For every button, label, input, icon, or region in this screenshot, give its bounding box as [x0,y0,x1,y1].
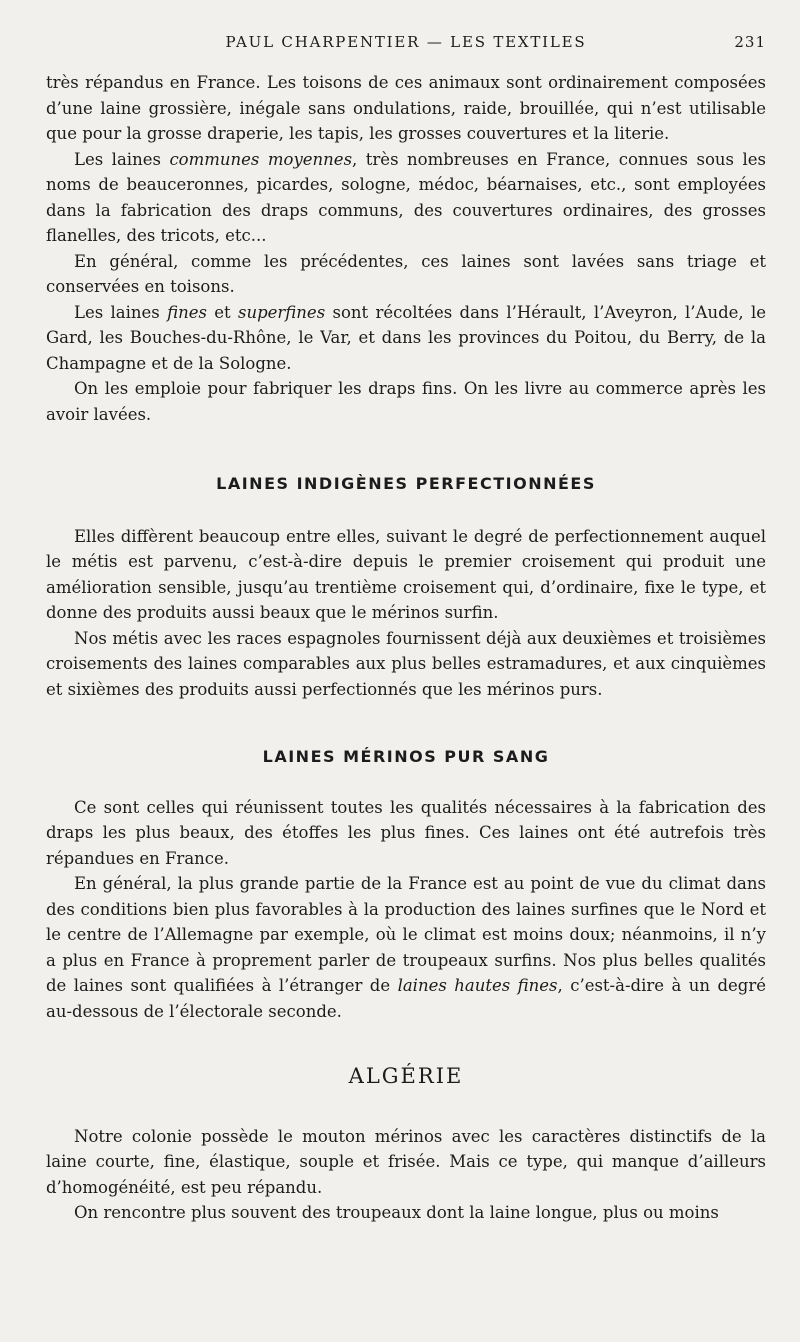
text-span: Les laines [74,302,168,322]
page-body [46,70,766,1226]
text-span: En général, la plus grande partie de la France est au point de vue du climat dans des conditions bien plus favorables à la production des laines surfines que le Nord et le centre de l’Allemagne par exemple, où le climat est moins doux; néanmoins, il n’y a plus en France à proprement parler de troupeaux surfins. Nos plus belles qualités de laines sont qualifiées à l’étranger de [46,874,766,995]
paragraph-4 [46,300,766,377]
italic-term: superfines [237,302,326,322]
paragraph-7: Nos métis avec les races espagnoles fournissent déjà aux deuxièmes et troisièmes croisements des laines comparables aux plus belles estramadures, et aux cinquièmes et sixièmes des produits aussi perfectionnés que les mérinos purs. [46,628,766,699]
paragraph-6: Elles diffèrent beaucoup entre elles, suivant le degré de perfectionnement auquel le métis est parvenu, c’est-à-dire depuis le premier croisement qui produit une amélioration sensible, jusqu’au trentième croisement qui, d’ordinaire, fixe le type, et donne des produits aussi beaux que le mérinos surfin. [46,526,766,622]
paragraph-11: On rencontre plus souvent des troupeaux dont la laine longue, plus ou moins [74,1203,719,1222]
paragraph-8: Ce sont celles qui réunissent toutes les qualités nécessaires à la fabrication des draps les plus beaux, des étoffes les plus fines. Ces laines ont été autrefois très répandues en France. [46,797,766,868]
running-head [46,33,766,55]
italic-term: laines hautes fines [397,976,558,995]
section-heading-indigenes: LAINES INDIGÈNES PERFECTIONNÉES [216,474,596,493]
text-span: sont récoltées dans l’Hérault, l’Aveyron, l’Aude, le Gard, les Bouches-du-Rhône, le Var, et dans les provinces du Poitou, du Berry, de la Champagne et de la Sologne. [46,302,766,373]
paragraph-3: En général, comme les précédentes, ces laines sont lavées sans triage et conservées en toisons. [46,251,766,296]
running-title: PAUL CHARPENTIER — LES TEXTILES [225,33,587,51]
text-span: Les laines [74,149,170,169]
region-heading-algerie: ALGÉRIE [348,1064,464,1088]
paragraph-1: très répandus en France. Les toisons de ces animaux sont ordinairement composées d’une laine grossière, inégale sans ondulations, raide, brouillée, qui n’est utilisable que pour la grosse draperie, les tapis, les grosses couvertures et la literie. [46,73,766,143]
paragraph-5: On les emploie pour fabriquer les draps fins. On les livre au commerce après les avoir lavées. [46,379,766,424]
paragraph-2 [46,147,766,249]
text-span: et [206,302,238,322]
paragraph-9 [46,871,766,1024]
italic-term: communes moyennes [169,149,353,169]
section-heading-merinos: LAINES MÉRINOS PUR SANG [262,747,550,766]
text-span: , très nombreuses en France, connues sous les noms de beauceronnes, picardes, sologne, médoc, béarnaises, etc., sont employées dans la fabrication des draps communs, des couvertures ordinaires, des grosses flanelles, des tricots, etc... [46,149,766,245]
page-number: 231 [734,33,766,51]
italic-term: fines [167,302,207,322]
text-span: , c’est-à-dire à un degré au-dessous de l’électorale seconde. [46,976,766,1021]
paragraph-10: Notre colonie possède le mouton mérinos avec les caractères distinctifs de la laine courte, fine, élastique, souple et frisée. Mais ce type, qui manque d’ailleurs d’homogénéité, est peu répandu. [46,1126,766,1197]
